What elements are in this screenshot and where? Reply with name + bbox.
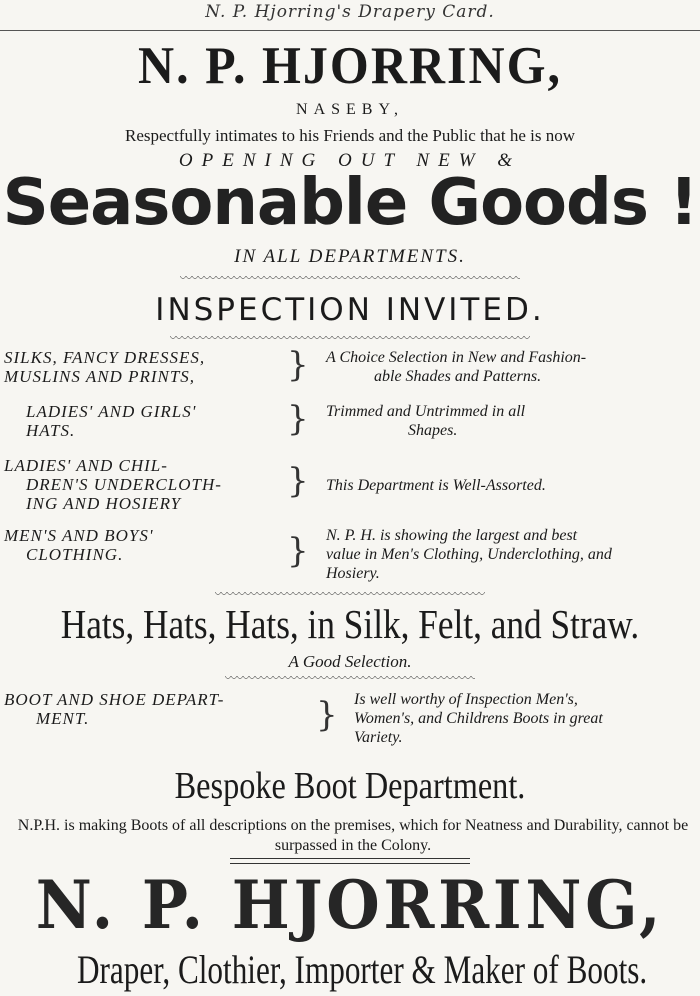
department-line: LADIES' AND GIRLS' bbox=[26, 402, 197, 421]
description-line: able Shades and Patterns. bbox=[374, 368, 542, 385]
opening-text: OPENING OUT NEW & bbox=[178, 150, 522, 171]
department-name bbox=[4, 348, 289, 386]
department-line: MEN'S AND BOYS' bbox=[4, 526, 154, 545]
department-description bbox=[354, 690, 698, 747]
department-description bbox=[326, 526, 698, 583]
double-rule-divider bbox=[230, 858, 470, 864]
department-name bbox=[4, 690, 314, 728]
description-line: Shapes. bbox=[408, 422, 458, 439]
bespoke-description: N.P.H. is making Boots of all descriptions on the premises, which for Neatness and Durability, cannot be surpassed in the Colony. bbox=[17, 817, 689, 854]
hats-headline: Hats, Hats, Hats, in Silk, Felt, and Straw. bbox=[60, 601, 640, 647]
department-line: DREN'S UNDERCLOTH- bbox=[26, 475, 222, 494]
department-line: HATS. bbox=[26, 421, 76, 440]
department-line: MENT. bbox=[36, 709, 90, 728]
description-line: Women's, and Childrens Boots in great bbox=[354, 710, 603, 727]
footer-tagline: Draper, Clothier, Importer & Maker of Boots. bbox=[77, 947, 648, 992]
department-description bbox=[326, 402, 698, 440]
wavy-divider bbox=[180, 276, 520, 282]
description-line: N. P. H. is showing the largest and best bbox=[326, 527, 578, 544]
brace-mark: } bbox=[287, 531, 309, 571]
bespoke-boot-headline: Bespoke Boot Department. bbox=[174, 765, 526, 807]
good-selection-text: A Good Selection. bbox=[288, 652, 412, 671]
department-line: SILKS, FANCY DRESSES, bbox=[4, 348, 206, 367]
card-header-title: N. P. Hjorring's Drapery Card. bbox=[205, 2, 495, 22]
intro-text: Respectfully intimates to his Friends and the Public that he is now bbox=[125, 126, 575, 145]
description-line: Variety. bbox=[354, 729, 403, 746]
seasonable-goods-headline: Seasonable Goods ! bbox=[2, 166, 698, 240]
footer-merchant-name: N. P. HJORRING, bbox=[35, 866, 665, 944]
department-name bbox=[4, 456, 289, 513]
department-name bbox=[4, 526, 289, 564]
all-departments-text: IN ALL DEPARTMENTS. bbox=[234, 246, 466, 267]
town-name: NASEBY, bbox=[296, 101, 404, 118]
brace-mark: } bbox=[287, 345, 309, 385]
department-line: CLOTHING. bbox=[26, 545, 124, 564]
description-line: Hosiery. bbox=[326, 565, 380, 582]
wavy-divider bbox=[225, 676, 475, 682]
wavy-divider bbox=[170, 336, 530, 342]
description-line: Trimmed and Untrimmed in all bbox=[326, 403, 526, 420]
department-line: ING AND HOSIERY bbox=[26, 494, 182, 513]
brace-mark: } bbox=[287, 461, 309, 501]
department-name bbox=[4, 399, 311, 440]
merchant-name: N. P. HJORRING, bbox=[137, 35, 563, 95]
brace-mark: } bbox=[287, 399, 309, 439]
description-line: This Department is Well-Assorted. bbox=[326, 477, 546, 494]
wavy-divider bbox=[215, 592, 485, 598]
brace-mark: } bbox=[316, 695, 338, 735]
header-rule bbox=[0, 30, 700, 31]
department-line: BOOT AND SHOE DEPART- bbox=[4, 690, 225, 709]
inspection-invited-headline: INSPECTION INVITED. bbox=[155, 292, 545, 328]
department-line: LADIES' AND CHIL- bbox=[4, 456, 168, 475]
department-description bbox=[326, 348, 698, 386]
description-line: value in Men's Clothing, Underclothing, and bbox=[326, 546, 612, 563]
department-description bbox=[326, 476, 698, 495]
description-line: Is well worthy of Inspection Men's, bbox=[354, 691, 578, 708]
department-line: MUSLINS AND PRINTS, bbox=[4, 367, 196, 386]
description-line: A Choice Selection in New and Fashion- bbox=[326, 349, 587, 366]
